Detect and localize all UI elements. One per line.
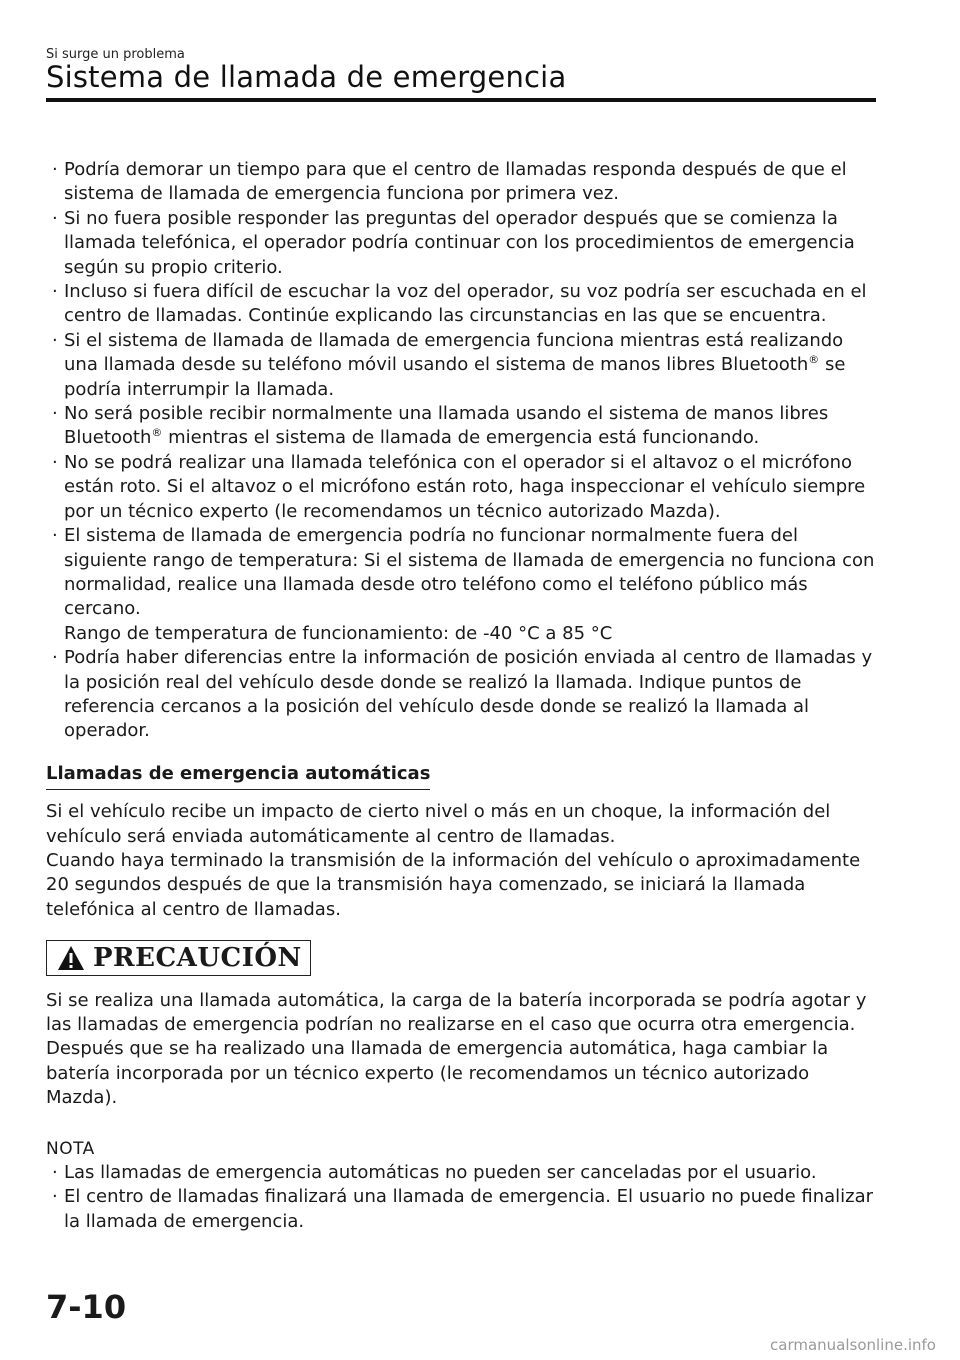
- list-item: · No será posible recibir normalmente una llamada usando el sistema de manos libres Bluetooth® mientras el sistema de llamada de emergencia está funcionando.: [52, 403, 829, 449]
- list-item: · No se podrá realizar una llamada telefónica con el operador si el altavoz o el micrófono están roto. Si el altavoz o el micrófono están roto, haga inspeccionar el vehículo siempre por un técnico experto (le recomendamos un técnico autorizado Mazda).: [52, 451, 866, 522]
- list-item: · Podría demorar un tiempo para que el centro de llamadas responda después de que el sistema de llamada de emergencia funciona por primera vez.: [52, 159, 847, 205]
- notes-list: [46, 158, 876, 744]
- caution-text: Si se realiza una llamada automática, la carga de la batería incorporada se podría agotar y las llamadas de emergencia podrían no realizarse en el caso que ocurra otra emergencia. Después que se ha realizado una llamada de emergencia automática, haga cambiar la batería incorporada por un técnico experto (le recomendamos un técnico autorizado Mazda).: [46, 989, 867, 1109]
- page-number: 7-10: [46, 1288, 127, 1326]
- list-item: · El sistema de llamada de emergencia podría no funcionar normalmente fuera del siguiente rango de temperatura: Si el sistema de llamada de emergencia no funciona con normalidad, realice una llamada desde otro teléfono como el teléfono público más cercano. Rango de temperatura de funcionamiento: de -40 °C a 85 °C: [52, 525, 875, 644]
- registered-mark: ®: [808, 353, 820, 367]
- list-item: · Podría haber diferencias entre la información de posición enviada al centro de llamadas y la posición real del vehículo desde donde se realizó la llamada. Indique puntos de referencia cercanos a la posición del vehículo desde donde se realizó la llamada al operador.: [52, 647, 873, 742]
- caution-box: [46, 940, 311, 976]
- header-divider: [46, 98, 876, 102]
- section-label: Si surge un problema: [46, 47, 185, 62]
- warning-triangle-icon: [57, 945, 85, 971]
- page-content: [46, 158, 876, 1234]
- list-item: · Incluso si fuera difícil de escuchar la voz del operador, su voz podría ser escuchada en el centro de llamadas. Continúe explicando las circunstancias en las que se encuentra.: [52, 281, 867, 327]
- watermark: carmanualsonline.info: [770, 1336, 936, 1354]
- section-heading: Llamadas de emergencia automáticas: [46, 762, 430, 790]
- paragraph: Cuando haya terminado la transmisión de la información del vehículo o aproximadamente 20 segundos después de que la transmisión haya comenzado, se iniciará la llamada telefónica al centro de llamadas.: [46, 849, 861, 920]
- list-item: · Las llamadas de emergencia automáticas no pueden ser canceladas por el usuario.: [52, 1162, 817, 1184]
- caution-label: PRECAUCIÓN: [93, 942, 302, 973]
- temperature-range: Rango de temperatura de funcionamiento: de -40 °C a 85 °C: [64, 622, 613, 644]
- page-title: Sistema de llamada de emergencia: [46, 60, 567, 94]
- list-item: · Si no fuera posible responder las preguntas del operador después que se comienza la llamada telefónica, el operador podría continuar con los procedimientos de emergencia según su propio criterio.: [52, 207, 855, 278]
- list-item: · Si el sistema de llamada de llamada de emergencia funciona mientras está realizando una llamada desde su teléfono móvil usando el sistema de manos libres Bluetooth® se podría interrumpir la llamada.: [52, 329, 846, 400]
- nota-list: [46, 1161, 876, 1234]
- paragraph: Si el vehículo recibe un impacto de cierto nivel o más en un choque, la información del vehículo será enviada automáticamente al centro de llamadas.: [46, 801, 831, 847]
- nota-label: NOTA: [46, 1138, 95, 1159]
- list-item: · El centro de llamadas finalizará una llamada de emergencia. El usuario no puede finalizar la llamada de emergencia.: [52, 1186, 874, 1232]
- registered-mark: ®: [151, 426, 163, 440]
